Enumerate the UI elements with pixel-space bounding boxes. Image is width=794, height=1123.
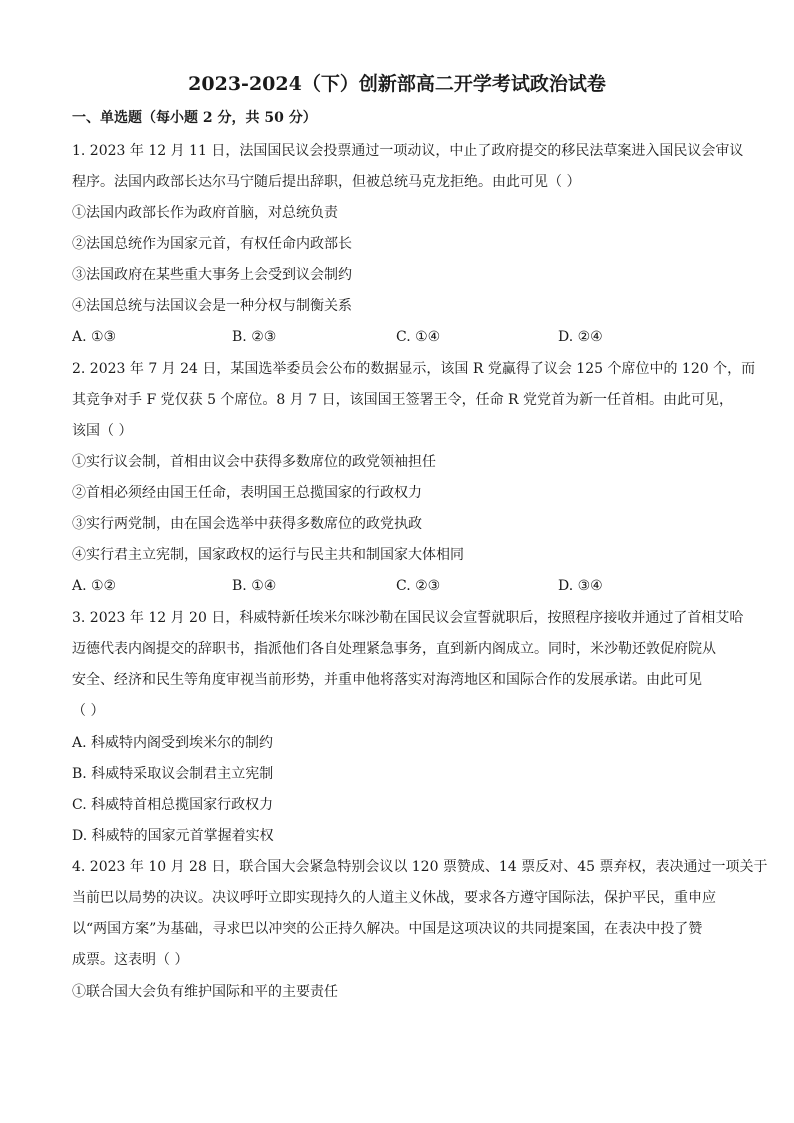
q3-option-c[interactable]: C. 科威特首相总揽国家行政权力 xyxy=(72,797,274,813)
section-heading: 一、单选题（每小题 2 分，共 50 分） xyxy=(72,110,317,126)
exam-title: 2023-2024（下）创新部高二开学考试政治试卷 xyxy=(188,73,606,95)
q1-statement: ②法国总统作为国家元首，有权任命内政部长 xyxy=(72,236,352,252)
q4-stem-line: 当前巴以局势的决议。决议呼吁立即实现持久的人道主义休战，要求各方遵守国际法，保护平民，重申应 xyxy=(72,890,716,906)
q4-stem-line: 4. 2023 年 10 月 28 日，联合国大会紧急特别会议以 120 票赞成、14 票反对、45 票弃权，表决通过一项关于 xyxy=(72,859,768,875)
q3-stem-line: （ ） xyxy=(72,703,105,719)
q2-statement: ③实行两党制，由在国会选举中获得多数席位的政党执政 xyxy=(72,516,422,532)
q2-option-c[interactable]: C. ②③ xyxy=(396,578,441,594)
q1-stem-line: 1. 2023 年 12 月 11 日，法国国民议会投票通过一项动议，中止了政府提交的移民法草案进入国民议会审议 xyxy=(72,143,744,159)
q2-option-b[interactable]: B. ①④ xyxy=(232,578,277,594)
q1-option-c[interactable]: C. ①④ xyxy=(396,329,441,345)
q2-statement: ①实行议会制，首相由议会中获得多数席位的政党领袖担任 xyxy=(72,454,436,470)
q2-stem-line: 其竞争对手 F 党仅获 5 个席位。8 月 7 日，该国国王签署王令，任命 R 党党首为新一任首相。由此可见， xyxy=(72,392,734,408)
q2-statement: ④实行君主立宪制，国家政权的运行与民主共和制国家大体相同 xyxy=(72,547,464,563)
q1-option-b[interactable]: B. ②③ xyxy=(232,329,277,345)
q2-stem-line: 2. 2023 年 7 月 24 日，某国选举委员会公布的数据显示，该国 R 党赢得了议会 125 个席位中的 120 个，而 xyxy=(72,361,756,377)
q3-stem-line: 安全、经济和民生等角度审视当前形势，并重申他将落实对海湾地区和国际合作的发展承诺。由此可见 xyxy=(72,672,702,688)
q2-option-a[interactable]: A. ①② xyxy=(72,578,117,594)
q1-statement: ④法国总统与法国议会是一种分权与制衡关系 xyxy=(72,298,352,314)
q4-stem-line: 成票。这表明（ ） xyxy=(72,952,189,968)
q1-statement: ①法国内政部长作为政府首脑，对总统负责 xyxy=(72,205,338,221)
q1-stem-line: 程序。法国内政部长达尔马宁随后提出辞职，但被总统马克龙拒绝。由此可见（ ） xyxy=(72,174,581,190)
q4-statement: ①联合国大会负有维护国际和平的主要责任 xyxy=(72,984,338,1000)
q3-option-b[interactable]: B. 科威特采取议会制君主立宪制 xyxy=(72,766,274,782)
q4-stem-line: 以“两国方案”为基础，寻求巴以冲突的公正持久解决。中国是这项决议的共同提案国，在表决中投了赞 xyxy=(72,921,703,937)
q2-option-d[interactable]: D. ③④ xyxy=(558,578,603,594)
q2-stem-line: 该国（ ） xyxy=(72,423,133,439)
q1-statement: ③法国政府在某些重大事务上会受到议会制约 xyxy=(72,267,352,283)
q2-statement: ②首相必须经由国王任命，表明国王总揽国家的行政权力 xyxy=(72,485,422,501)
q3-stem-line: 迈德代表内阁提交的辞职书，指派他们各自处理紧急事务，直到新内阁成立。同时，米沙勒还敦促府院从 xyxy=(72,641,716,657)
q3-option-a[interactable]: A. 科威特内阁受到埃米尔的制约 xyxy=(72,735,274,751)
q1-option-a[interactable]: A. ①③ xyxy=(72,329,117,345)
q3-option-d[interactable]: D. 科威特的国家元首掌握着实权 xyxy=(72,828,274,844)
q1-option-d[interactable]: D. ②④ xyxy=(558,329,603,345)
q3-stem-line: 3. 2023 年 12 月 20 日，科威特新任埃米尔咪沙勒在国民议会宣誓就职后，按照程序接收并通过了首相艾哈 xyxy=(72,610,744,626)
